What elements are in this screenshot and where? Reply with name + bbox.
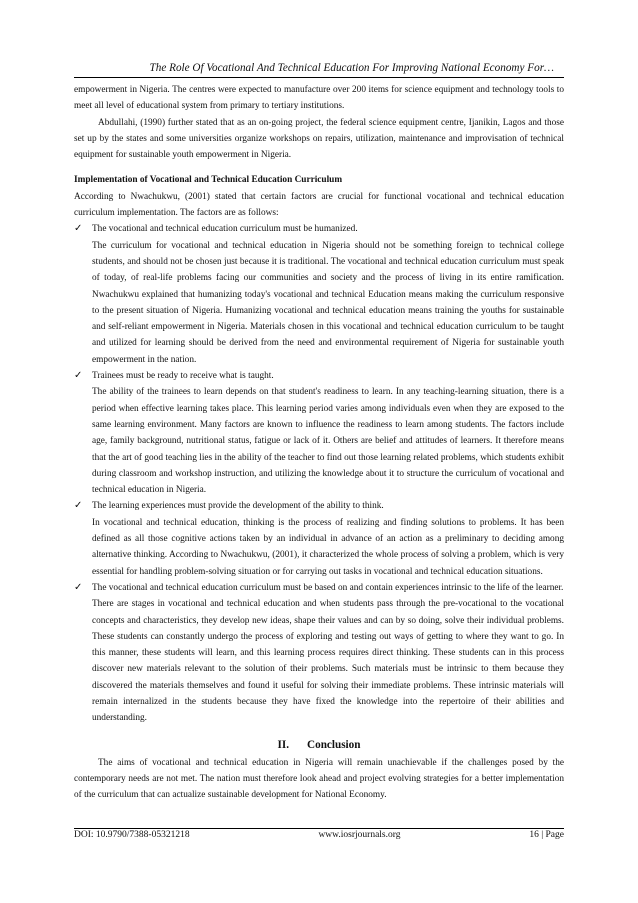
page-body: [74, 82, 564, 803]
section-title: Implementation of Vocational and Technical Education Curriculum: [74, 175, 343, 186]
abdullahi-paragraph: Abdullahi, (1990) further stated that as an on-going project, the federal science equipment centre, Ijanikin, Lagos and those set up by the states and some universities organize workshops on repairs, utilization, maintenance and improvisation of technical equipment for sustainable youth empowerment in Nigeria.: [74, 117, 564, 161]
factor-heading: Trainees must be ready to receive what is taught.: [92, 371, 274, 382]
factor-item: [74, 580, 564, 727]
factor-body: The curriculum for vocational and technical education in Nigeria should not be something foreign to technical college students, and should not be chosen just because it is traditional. The vocational and technical education curriculum must speak of today, of real-life problems facing our communities and society and the process of living in its entire ramification. Nwachukwu explained that humanizing today's vocational and technical Education means making the curriculum responsive to the present situation of Nigeria. Humanizing vocational and technical education means training the youths for sustainable and self-reliant empowerment in Nigeria. Materials chosen in this vocational and technical education curriculum to be taught and utilized for learning should be derived from the need and environmental requirement of Nigeria for sustainable youth empowerment in the nation.: [92, 240, 564, 365]
footer-divider: [74, 828, 564, 829]
factor-item: [74, 498, 564, 579]
footer-page-number: 16 | Page: [529, 830, 564, 840]
section-heading: Conclusion: [307, 738, 361, 751]
factor-heading: The vocational and technical education curriculum must be humanized.: [92, 224, 358, 235]
section-number: II.: [277, 738, 290, 751]
footer-doi: DOI: 10.9790/7388-05321218: [74, 830, 190, 840]
factor-item: [74, 368, 564, 498]
intro-paragraph: empowerment in Nigeria. The centres were expected to manufacture over 200 items for science equipment and technology tools to meet all level of educational system from primary to tertiary institutions.: [74, 85, 564, 112]
check-icon: ✓: [74, 370, 83, 382]
check-icon: ✓: [74, 500, 83, 512]
section-intro: According to Nwachukwu, (2001) stated that certain factors are crucial for functional vocational and technical education curriculum implementation. The factors are as follows:: [74, 191, 564, 219]
factor-body: There are stages in vocational and technical education and when students pass through the pre-vocational to the vocational concepts and characteristics, they develop new ideas, shape their values and can by so doing, solve their individual problems. These students can constantly undergo the process of exploring and testing out ways of getting to where they want to go. In this manner, these students will learn, and this learning process requires direct thinking. These students can in this process discover new materials relevant to the solution of their problems. Such materials must be intrinsic to them because they discovered the materials themselves and found it useful for solving their immediate problems. These intrinsic materials will remain internalized in the students because they have fixed the knowledge into the repertoire of their abilities and understanding.: [92, 599, 564, 724]
factor-body: The ability of the trainees to learn depends on that student's readiness to learn. In any teaching-learning situation, there is a period when effective learning takes place. This learning period varies among individuals even when they are exposed to the same learning environment. Many factors are known to influence the readiness to learn among students. The factors include age, family background, nutritional status, fatigue or lack of it. Others are belief and attitudes of learners. It therefore means that the art of good teaching lies in the ability of the teacher to find out those learning related problems, which students exhibit during classroom and workshop instruction, and utilizing the knowledge about it to structure the curriculum of vocational and technical education in Nigeria.: [92, 387, 564, 496]
footer-website: www.iosrjournals.org: [318, 830, 401, 840]
factor-heading: The vocational and technical education curriculum must be based on and contain experiences intrinsic to the life of the learner.: [92, 582, 564, 593]
running-header: The Role Of Vocational And Technical Education For Improving National Economy For…: [149, 62, 554, 74]
factor-heading: The learning experiences must provide the development of the ability to think.: [92, 501, 384, 512]
check-icon: ✓: [74, 223, 83, 235]
factor-body: In vocational and technical education, thinking is the process of realizing and finding solutions to problems. It has been defined as all those cognitive actions taken by an individual in advance of an action as a preliminary to deciding among alternative thinking. According to Nwachukwu, (2001), it characterized the whole process of solving a problem, which is very essential for handling problem-solving situation or for carrying out tasks in vocational and technical education situations.: [92, 517, 564, 577]
factor-item: [74, 221, 564, 368]
conclusion-paragraph: The aims of vocational and technical education in Nigeria will remain unachievable if the challenges posed by the contemporary needs are not met. The nation must therefore look ahead and project evolving strategies for a better implementation of the curriculum that can actualize sustainable development for National Economy.: [74, 757, 564, 801]
page-footer: [74, 830, 564, 840]
conclusion-heading: [74, 737, 564, 753]
header-divider: [74, 77, 564, 78]
check-icon: ✓: [74, 581, 83, 593]
